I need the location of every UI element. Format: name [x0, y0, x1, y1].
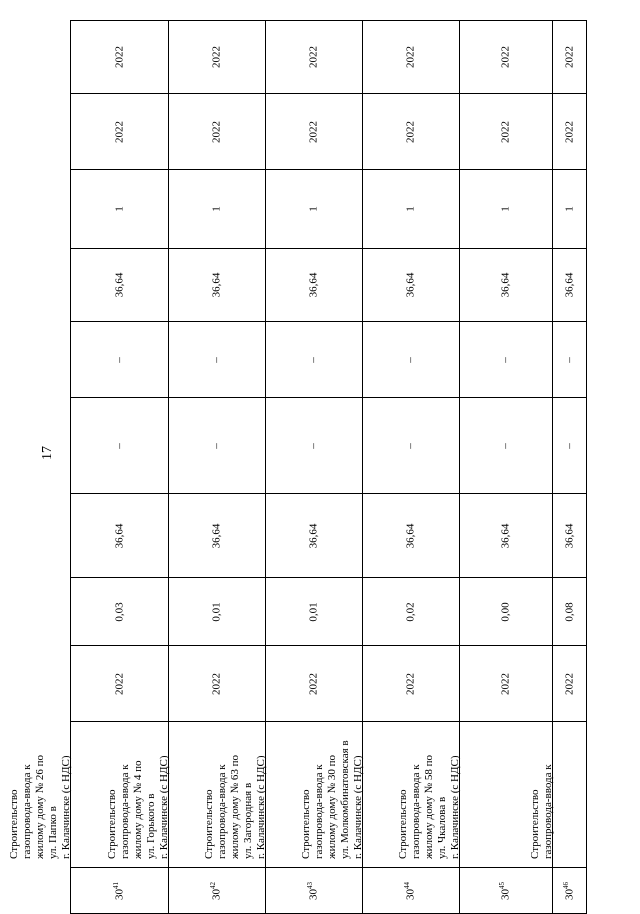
cell-value-v4: – [210, 356, 223, 363]
item-title [106, 722, 171, 859]
table-cell [266, 94, 363, 170]
item-title-line: Строительство [203, 789, 215, 859]
item-title-line: Строительство [8, 789, 20, 859]
table-cell [71, 94, 169, 170]
cell-value-year-b: 2022 [210, 46, 223, 68]
item-title [397, 722, 462, 859]
table-field-row-v3 [71, 398, 587, 494]
cell-value-v1: 0,00 [499, 601, 512, 622]
item-number-base: 30 [404, 888, 417, 900]
table-cell [71, 249, 169, 322]
item-title-line: ул. Загородная в [242, 782, 254, 859]
table-cell [169, 249, 266, 322]
cell-value-v2: 36,64 [210, 523, 223, 548]
cell-value-year-a: 2022 [499, 120, 512, 143]
table-cell [460, 249, 553, 322]
cell-value-v1: 0,08 [563, 601, 575, 622]
cell-value-v1: 0,01 [210, 601, 223, 622]
cell-value-v5: 36,64 [404, 272, 417, 298]
item-title [203, 722, 268, 859]
table-cell [553, 494, 587, 578]
cell-value-year-a: 2022 [113, 120, 125, 143]
table-field-row-v5 [71, 249, 587, 322]
cell-value-v3: – [563, 442, 575, 449]
cell-value-year-start: 2022 [499, 672, 512, 695]
item-title-line: г. Калачинске (с НДС) [158, 755, 170, 859]
item-number-superscript: 44 [402, 881, 411, 889]
item-number [497, 881, 513, 900]
item-number-base: 30 [499, 888, 512, 900]
table-cell [460, 646, 553, 722]
cell-value-v3: – [210, 442, 223, 449]
table-cell [553, 21, 587, 94]
table-cell [553, 322, 587, 398]
cell-value-year-b: 2022 [113, 46, 125, 68]
table-cell [169, 322, 266, 398]
table-cell [169, 170, 266, 249]
table-cell [71, 398, 169, 494]
item-number [208, 881, 224, 900]
table-cell [363, 322, 460, 398]
item-title-line: газопровода-ввода к [542, 764, 554, 859]
cell-value-v6: 1 [210, 206, 223, 212]
item-number-superscript: 45 [497, 881, 506, 889]
item-title-line: жилому дому № 30 по [326, 755, 338, 859]
cell-value-year-a: 2022 [404, 120, 417, 143]
item-title-line: ул. Молкомбинатовская в [339, 740, 351, 859]
cell-value-v6: 1 [404, 206, 417, 212]
table-cell [363, 21, 460, 94]
table-cell [169, 646, 266, 722]
cell-value-v1: 0,01 [307, 601, 320, 622]
item-title-line: газопровода-ввода к [216, 764, 228, 859]
item-number-base: 30 [210, 888, 223, 900]
cell-value-v5: 36,64 [563, 272, 575, 298]
cell-value-v5: 36,64 [499, 272, 512, 298]
cell-value-v2: 36,64 [499, 523, 512, 548]
item-title-line: газопровода-ввода к [21, 764, 33, 859]
table-cell [460, 170, 553, 249]
table-cell [460, 322, 553, 398]
table-cell [169, 868, 266, 914]
cell-value-v6: 1 [307, 206, 320, 212]
item-title-line: газопровода-ввода к [313, 764, 325, 859]
cell-value-v4: – [499, 356, 512, 363]
table-cell [460, 94, 553, 170]
cell-value-v2: 36,64 [113, 523, 125, 548]
cell-value-v5: 36,64 [307, 272, 320, 298]
item-title-line: г. Калачинске (с НДС) [449, 755, 461, 859]
cell-value-year-a: 2022 [563, 120, 575, 143]
table-cell [266, 868, 363, 914]
item-number-superscript: 46 [561, 881, 570, 889]
cell-value-v2: 36,64 [563, 523, 575, 548]
table-field-row-year-a [71, 94, 587, 170]
item-number [563, 882, 576, 900]
table-cell [266, 398, 363, 494]
table-cell [529, 722, 587, 868]
cell-value-v1: 0,02 [404, 601, 417, 622]
cell-value-v3: – [307, 442, 320, 449]
item-title [8, 722, 73, 859]
table-cell [169, 578, 266, 646]
table-field-row-year-start [71, 646, 587, 722]
table-cell [460, 398, 553, 494]
item-number-superscript: 41 [111, 881, 120, 889]
item-title-line: ул. Чкалова в [436, 796, 448, 859]
item-title-line: ул. Горького в [145, 793, 157, 859]
table-cell [553, 249, 587, 322]
table-field-row-v6 [71, 170, 587, 249]
cell-value-year-b: 2022 [404, 46, 417, 68]
table-cell [169, 21, 266, 94]
item-title-line: ул. Папко в [47, 806, 59, 859]
table-cell [169, 94, 266, 170]
item-number-base: 30 [113, 888, 125, 900]
item-title-line: Строительство [529, 789, 541, 859]
cell-value-year-b: 2022 [307, 46, 320, 68]
page-number: 17 [40, 446, 55, 460]
cell-value-year-b: 2022 [563, 46, 575, 68]
cell-value-v3: – [404, 442, 417, 449]
table-cell [266, 578, 363, 646]
item-title-line: Строительство [397, 789, 409, 859]
item-number-base: 30 [307, 888, 320, 900]
table-cell [460, 21, 553, 94]
table-field-row-v2 [71, 494, 587, 578]
cell-value-year-a: 2022 [210, 120, 223, 143]
table-cell [553, 578, 587, 646]
table-cell [71, 322, 169, 398]
table-field-row-v4 [71, 322, 587, 398]
cell-value-v4: – [404, 356, 417, 363]
table-cell [71, 494, 169, 578]
cell-value-v5: 36,64 [210, 272, 223, 298]
table-cell [460, 578, 553, 646]
cell-value-v6: 1 [563, 206, 575, 212]
table-cell [71, 646, 169, 722]
table-cell [266, 494, 363, 578]
table-field-row-v1 [71, 578, 587, 646]
table-cell [363, 398, 460, 494]
item-number [402, 881, 418, 900]
cell-value-v4: – [563, 356, 575, 363]
cell-value-v3: – [113, 442, 125, 449]
item-number-base: 30 [563, 888, 575, 900]
table-cell [169, 398, 266, 494]
item-title-line: г. Калачинске (с НДС) [60, 755, 72, 859]
table-cell [266, 249, 363, 322]
item-title-line: газопровода-ввода к [119, 764, 131, 859]
cell-value-year-start: 2022 [307, 672, 320, 695]
item-title-line: Строительство [106, 789, 118, 859]
cell-value-v6: 1 [113, 206, 125, 212]
item-title [300, 722, 365, 859]
cell-value-v4: – [307, 356, 320, 363]
table-field-row-title [71, 722, 587, 868]
item-title-line: Строительство [300, 789, 312, 859]
item-title-line: жилому дому № 63 по [229, 755, 241, 859]
table-cell [363, 249, 460, 322]
item-title-line: жилому дому № 58 по [423, 755, 435, 859]
cell-value-year-start: 2022 [113, 672, 125, 695]
item-number [113, 882, 126, 900]
table-cell [553, 868, 587, 914]
table-cell [363, 94, 460, 170]
table-cell [363, 646, 460, 722]
table-cell [363, 494, 460, 578]
cell-value-year-start: 2022 [563, 672, 575, 695]
table-cell [266, 322, 363, 398]
table-cell [266, 21, 363, 94]
table-cell [460, 494, 553, 578]
table-cell [553, 646, 587, 722]
table-cell [71, 578, 169, 646]
item-title-line: жилому дому № 26 по [34, 755, 46, 859]
table-cell [266, 646, 363, 722]
cell-value-v2: 36,64 [307, 523, 320, 548]
cell-value-v4: – [113, 356, 125, 363]
table-cell [553, 170, 587, 249]
item-title-line: газопровода-ввода к [410, 764, 422, 859]
item-title [529, 722, 555, 859]
item-title-line: г. Калачинске (с НДС) [352, 755, 364, 859]
cell-value-year-start: 2022 [404, 672, 417, 695]
table-cell [71, 868, 169, 914]
cell-value-v1: 0,03 [113, 601, 125, 622]
table-cell [71, 21, 169, 94]
cell-value-year-start: 2022 [210, 672, 223, 695]
table-cell [363, 170, 460, 249]
cell-value-v2: 36,64 [404, 523, 417, 548]
cell-value-year-a: 2022 [307, 120, 320, 143]
table-cell [363, 868, 460, 914]
cell-value-v6: 1 [499, 206, 512, 212]
table-cell [460, 868, 553, 914]
table-cell [71, 170, 169, 249]
table-cell [266, 170, 363, 249]
item-number-superscript: 43 [305, 881, 314, 889]
cell-value-year-b: 2022 [499, 46, 512, 68]
item-number [305, 881, 321, 900]
table-cell [363, 578, 460, 646]
item-title-line: жилому дому № 4 по [132, 760, 144, 859]
item-title-line: г. Калачинске (с НДС) [255, 755, 267, 859]
item-number-superscript: 42 [208, 881, 217, 889]
cell-value-v3: – [499, 442, 512, 449]
table-field-row-num [71, 868, 587, 914]
table-field-row-year-b [71, 21, 587, 94]
table-cell [169, 494, 266, 578]
table-cell [553, 94, 587, 170]
table-cell [553, 398, 587, 494]
cell-value-v5: 36,64 [113, 272, 125, 298]
